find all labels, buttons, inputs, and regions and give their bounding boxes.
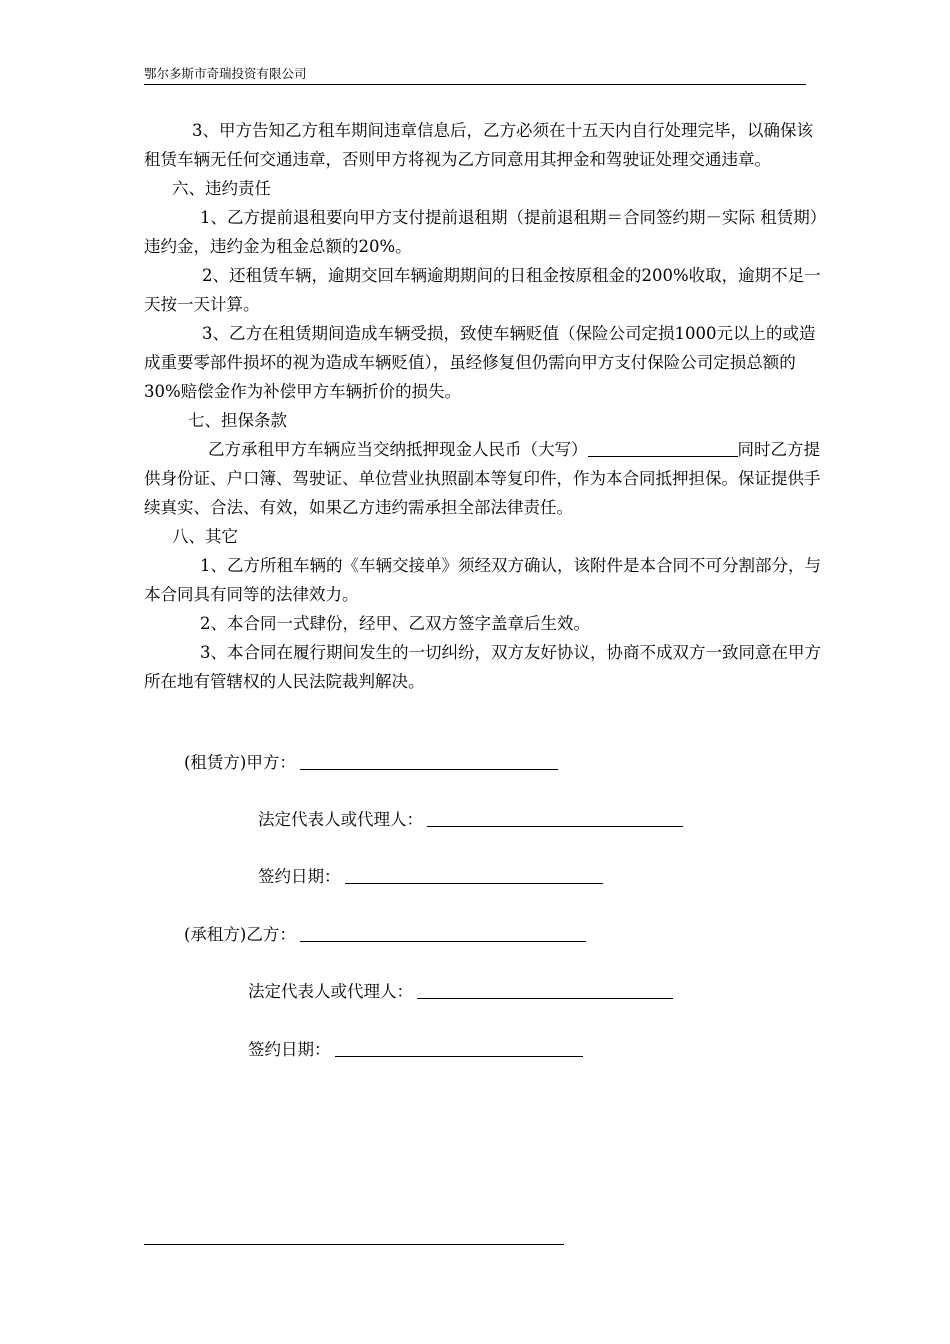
section-heading-other: 八、其它 [172, 527, 238, 546]
clause-6-3: 3、乙方在租赁期间造成车辆受损，致使车辆贬值（保险公司定损1000元以上的或造成重要零部件损坏的视为造成车辆贬值），虽经修复但仍需向甲方支付保险公司定损总额的30%赔偿金作为补偿甲方车辆折价的损失。 [144, 324, 816, 401]
clause-7-part-a: 乙方承租甲方车辆应当交纳抵押现金人民币（大写） [208, 440, 588, 459]
clause-7 [144, 435, 826, 522]
lessee-rep-line[interactable] [417, 982, 673, 999]
lessee-date-line[interactable] [335, 1040, 583, 1057]
lessor-date-line[interactable] [345, 867, 603, 884]
clause-6-2: 2、还租赁车辆，逾期交回车辆逾期期间的日租金按原租金的200%收取，逾期不足一天按一天计算。 [144, 266, 821, 314]
deposit-amount-blank[interactable] [588, 440, 738, 457]
clause-8-2: 2、本合同一式肆份，经甲、乙双方签字盖章后生效。 [200, 614, 590, 633]
contract-body [144, 116, 826, 696]
lessor-label: (租赁方)甲方： [184, 753, 296, 772]
section-heading-guarantee: 七、担保条款 [188, 411, 287, 430]
lessee-rep-label: 法定代表人或代理人： [248, 982, 413, 1001]
lessee-date-label: 签约日期： [248, 1040, 331, 1059]
clause-7-part-b: 同时乙方提供身份证、户口簿、驾驶证、单位营业执照副本等复印件，作为本合同抵押担保。保证提供手续真实、合法、有效，如果乙方违约需承担全部法律责任。 [144, 440, 821, 517]
section-heading-liability: 六、违约责任 [172, 179, 271, 198]
company-name: 鄂尔多斯市奇瑞投资有限公司 [144, 66, 307, 81]
clause-traffic-violation: 3、甲方告知乙方租车期间违章信息后，乙方必须在十五天内自行处理完毕，以确保该租赁车辆无任何交通违章，否则甲方将视为乙方同意用其押金和驾驶证处理交通违章。 [144, 121, 813, 169]
lessee-signature-row [184, 924, 586, 946]
lessor-rep-row [258, 809, 683, 831]
clause-8-3: 3、本合同在履行期间发生的一切纠纷，双方友好协议，协商不成双方一致同意在甲方所在地有管辖权的人民法院裁判解决。 [144, 643, 821, 691]
lessor-signature-line[interactable] [300, 753, 558, 770]
clause-6-1: 1、乙方提前退租要向甲方支付提前退租期（提前退租期＝合同签约期－实际 租赁期）违约金，违约金为租金总额的20%。 [144, 208, 818, 256]
page-header [144, 66, 806, 85]
lessee-date-row [248, 1039, 583, 1061]
lessor-rep-label: 法定代表人或代理人： [258, 810, 423, 829]
lessee-signature-line[interactable] [300, 925, 586, 942]
lessor-date-label: 签约日期： [258, 867, 341, 886]
lessor-signature-row [184, 752, 558, 774]
footer-rule [144, 1244, 564, 1245]
lessor-rep-line[interactable] [427, 810, 683, 827]
lessee-rep-row [248, 981, 673, 1003]
lessor-date-row [258, 866, 603, 888]
clause-8-1: 1、乙方所租车辆的《车辆交接单》须经双方确认，该附件是本合同不可分割部分，与本合同具有同等的法律效力。 [144, 556, 821, 604]
lessee-label: (承租方)乙方： [184, 925, 296, 944]
